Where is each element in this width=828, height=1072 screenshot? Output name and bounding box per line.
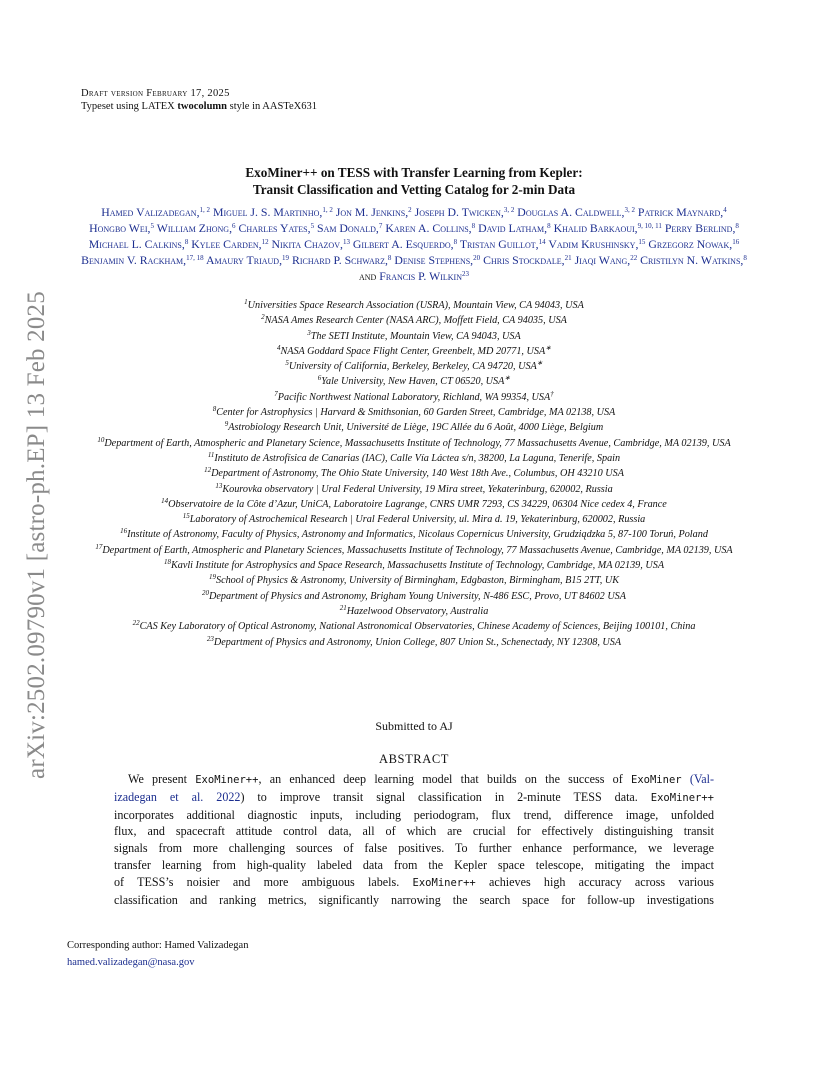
affiliation-text: NASA Ames Research Center (NASA ARC), Moffett Field, CA 94035, USA [264,315,567,327]
title-line-1: ExoMiner++ on TESS with Transfer Learning from Kepler: [245,165,583,180]
author-affiliation-marker: 1, 2 [322,206,333,214]
affiliation-item [62,527,766,542]
model-name: ExoMiner++ [195,774,259,786]
affiliation-number: 21 [339,603,347,612]
affiliation-number: 9 [224,420,229,429]
affiliation-item [62,451,766,466]
affiliation-item [62,329,766,344]
corresponding-author: Corresponding author: Hamed Valizadegan [67,940,249,951]
draft-version: Draft version February 17, 2025 [81,88,230,99]
author-affiliation-marker: 2 [408,206,412,214]
affiliation-item [62,558,766,573]
affiliation-footnote-mark[interactable]: † [550,389,554,398]
affiliation-number: 23 [206,634,214,643]
author-name-text: Hongbo Wei, [89,221,151,235]
author-name[interactable] [483,253,572,267]
abstract-text: achieves high accuracy across various [489,874,714,889]
typeset-bold: twocolumn [177,101,227,112]
typeset-line [81,100,317,113]
affiliation-number: 11 [207,450,215,459]
author-name[interactable] [191,237,268,251]
affiliation-text: School of Physics & Astronomy, University of Birmingham, Edgbaston, Birmingham, B15 2TT, UK [215,575,620,587]
author-affiliation-marker: 8 [547,222,551,230]
affiliation-number: 15 [182,512,190,521]
author-name-text: Gilbert A. Esquerdo, [352,237,454,251]
author-name-text: Nikita Chazov, [271,237,343,251]
affiliation-item [62,635,766,650]
affiliation-footnote-mark[interactable]: ∗ [545,343,552,352]
author-name[interactable] [575,253,638,267]
author-name[interactable] [238,221,314,235]
affiliation-item [62,359,766,374]
author-affiliation-marker: 14 [538,238,546,246]
author-affiliation-marker: 23 [462,270,469,278]
author-name[interactable] [81,253,204,267]
affiliation-number: 18 [163,558,171,567]
author-affiliation-marker: 3, 2 [503,206,515,214]
affiliation-item [62,344,766,359]
typeset-suffix: style in AASTeX631 [229,101,317,112]
affiliation-text: Yale University, New Haven, CT 06520, USA [321,376,505,388]
author-affiliation-marker: 8 [735,222,739,230]
affiliation-text: NASA Goddard Space Flight Center, Greenbelt, MD 20771, USA [280,345,546,357]
author-affiliation-marker: 6 [232,222,236,230]
abstract-text: of TESS’s noisier and more ambiguous labels. [114,874,400,889]
author-name-text: Benjamin V. Rackham, [81,253,187,267]
abstract-text: We present [128,772,187,786]
author-affiliation-marker: 1, 2 [199,206,211,214]
author-name-text: Tristan Guillot, [459,237,539,251]
affiliation-text: Pacific Northwest National Laboratory, Richland, WA 99354, USA [277,391,551,403]
author-name-text: Patrick Maynard, [637,205,724,219]
abstract-line: flux, and spacecraft attitude control data, all of which are crucial for effectively distinguishing transit [114,824,714,839]
author-name[interactable] [379,269,469,283]
affiliation-item [62,589,766,604]
affiliation-list [62,298,766,650]
author-name[interactable] [157,221,236,235]
affiliation-text: Instituto de Astrofísica de Canarias (IAC), Calle Vía Láctea s/n, 38200, La Laguna, Tenerife, Spain [214,452,621,464]
author-name[interactable] [89,237,189,251]
author-name[interactable] [548,237,645,251]
author-name-text: Grzegorz Nowak, [648,237,733,251]
author-email-link[interactable]: hamed.valizadegan@nasa.gov [67,957,195,968]
author-conjunction: and [359,269,377,283]
affiliation-footnote-mark[interactable]: ∗ [536,359,543,368]
author-name[interactable] [385,221,475,235]
affiliation-text: Department of Physics and Astronomy, Brigham Young University, N-486 ESC, Provo, UT 84602 USA [208,590,627,602]
affiliation-item [62,405,766,420]
author-affiliation-marker: 22 [630,254,638,262]
abstract-line [114,874,714,892]
affiliation-number: 3 [307,328,311,337]
affiliation-number: 7 [274,389,278,398]
author-affiliation-marker: 16 [732,238,740,246]
abstract-line: incorporates additional diagnostic inputs, including periodogram, flux trend, difference image, unfolded [114,807,714,822]
author-affiliation-marker: 3, 2 [624,206,635,214]
author-affiliation-marker: 8 [471,222,476,230]
affiliation-number: 6 [317,374,322,383]
author-affiliation-marker: 13 [342,238,350,246]
draft-header [81,87,317,113]
author-name[interactable] [292,253,391,267]
author-name-text: Amaury Triaud, [205,253,283,267]
affiliation-number: 16 [120,527,128,536]
author-name[interactable] [353,237,457,251]
affiliation-number: 17 [95,542,103,551]
author-name-text: Francis P. Wilkin [379,269,462,283]
affiliation-text: Kourovka observatory | Ural Federal University, 19 Mira street, Yekaterinburg, 620002, Russia [222,483,613,495]
author-name-text: Vadim Krushinsky, [548,237,639,251]
affiliation-number: 12 [204,466,212,475]
abstract-body [114,771,714,908]
author-affiliation-marker: 8 [743,254,747,262]
author-affiliation-marker: 7 [378,222,383,230]
affiliation-text: Laboratory of Astrochemical Research | Ural Federal University, ul. Mira d. 19, Yekaterinburg, 620002, Russia [189,514,646,526]
author-affiliation-marker: 19 [282,254,290,262]
author-name-text: Denise Stephens, [394,253,474,267]
affiliation-item [62,420,766,435]
affiliation-number: 22 [132,619,140,628]
author-name-text: Michael L. Calkins, [88,237,185,251]
abstract-text: ) to improve transit signal classification in 2-minute TESS data. [240,789,638,804]
author-affiliation-marker: 4 [723,206,727,214]
abstract-line: signals from more challenging sources of false positives. To further enhance performance, we leverage [114,841,714,856]
corresponding-author-footnote [67,937,248,971]
affiliation-text: Department of Earth, Atmospheric and Planetary Sciences, Massachusetts Institute of Technology, 77 Massachusetts Avenue, Cambridge, MA 02139, USA [102,544,733,556]
abstract-line [114,789,714,807]
author-affiliation-marker: 5 [310,222,315,230]
author-name[interactable] [517,205,635,219]
affiliation-text: Kavli Institute for Astrophysics and Space Research, Massachusetts Institute of Technology, Cambridge, MA 02139, USA [170,560,665,572]
affiliation-text: Department of Earth, Atmospheric and Planetary Science, Massachusetts Institute of Technology, 77 Massachusetts Avenue, Cambridge, MA 02139, USA [104,437,731,449]
model-name: ExoMiner [631,774,682,786]
author-name-text: Richard P. Schwarz, [291,253,388,267]
author-affiliation-marker: 12 [261,238,269,246]
affiliation-item [62,497,766,512]
author-name[interactable] [665,221,739,235]
submitted-to: Submitted to AJ [375,719,453,733]
author-name-text: William Zhong, [156,221,233,235]
affiliation-text: The SETI Institute, Mountain View, CA 94043, USA [310,330,521,342]
affiliation-item [62,543,766,558]
author-name[interactable] [336,205,412,219]
affiliation-item [62,573,766,588]
author-affiliation-marker: 21 [564,254,572,262]
affiliation-number: 14 [161,496,169,505]
model-name: ExoMiner++ [412,876,476,889]
abstract-line [114,771,714,789]
author-name-text: David Latham, [478,221,548,235]
author-name[interactable] [394,253,480,267]
affiliation-text: Center for Astrophysics | Harvard & Smithsonian, 60 Garden Street, Cambridge, MA 02138, USA [216,407,616,419]
affiliation-number: 4 [276,343,281,352]
author-name-text: Chris Stockdale, [483,253,565,267]
author-name-text: Joseph D. Twicken, [414,205,504,219]
affiliation-item [62,298,766,313]
affiliation-number: 10 [97,435,105,444]
abstract-line: classification and ranking metrics, significantly narrowing the search space for follow-up investigations [114,892,714,907]
author-name-text: Kylee Carden, [191,237,262,251]
author-name-text: Perry Berlind, [664,221,736,235]
author-affiliation-marker: 9, 10, 11 [637,222,662,230]
latex-logo: ATEX [147,101,175,112]
affiliation-number: 20 [201,588,209,597]
author-name-text: Cristilyn N. Watkins, [640,253,744,267]
author-name-text: Karen A. Collins, [385,221,472,235]
affiliation-number: 8 [212,405,217,414]
author-affiliation-marker: 8 [387,254,392,262]
affiliation-text: Department of Astronomy, The Ohio State University, 140 West 18th Ave., Columbus, OH 43210 USA [211,468,624,480]
author-name-text: Miguel J. S. Martinho, [213,205,323,219]
citation-link[interactable]: izadegan et al. 2022 [114,789,241,804]
author-name-text: Douglas A. Caldwell, [517,205,625,219]
affiliation-text: Institute of Astronomy, Faculty of Physics, Astronomy and Informatics, Nicolaus Copernicus University, Grudziądzka 5, 87-100 Toruń, Poland [127,529,708,541]
affiliation-item [62,619,766,634]
author-name-text: Hamed Valizadegan, [101,205,200,219]
author-name[interactable] [648,237,739,251]
author-name-text: Khalid Barkaoui, [553,221,638,235]
model-name: ExoMiner++ [650,791,714,804]
affiliation-item [62,604,766,619]
affiliation-text: Observatoire de la Côte d’Azur, UniCA, Laboratoire Lagrange, CNRS UMR 7293, CS 34229, 06304 Nice cedex 4, France [168,498,667,510]
abstract-line: transfer learning from high-quality labeled data from the Kepler space telescope, mitigating the impact [114,857,714,872]
author-name[interactable] [478,221,551,235]
author-name[interactable] [213,205,333,219]
affiliation-item [62,390,766,405]
affiliation-item [62,374,766,389]
author-name[interactable] [415,205,515,219]
author-list [80,204,748,284]
author-name-text: Jon M. Jenkins, [335,205,409,219]
author-name[interactable] [206,253,289,267]
author-name-text: Jiaqi Wang, [574,253,631,267]
affiliation-number: 13 [215,481,223,490]
affiliation-item [62,482,766,497]
author-affiliation-marker: 20 [473,254,481,262]
affiliation-footnote-mark[interactable]: ∗ [504,374,511,383]
author-name[interactable] [554,221,662,235]
paper-title [150,164,678,198]
author-name[interactable] [317,221,382,235]
author-affiliation-marker: 15 [638,238,646,246]
author-name[interactable] [101,205,210,219]
affiliation-number: 2 [261,313,265,322]
affiliation-text: Department of Physics and Astronomy, Union College, 807 Union St., Schenectady, NY 12308, USA [213,636,622,648]
citation-link[interactable]: (Val- [689,772,715,786]
author-name[interactable] [638,205,727,219]
affiliation-text: Astrobiology Research Unit, Université de Liège, 19C Allée du 6 Août, 4000 Liège, Belgium [228,422,604,434]
author-affiliation-marker: 5 [150,222,154,230]
affiliation-text: CAS Key Laboratory of Optical Astronomy, National Astronomical Observatories, Chinese Academy of Sciences, Beijing 100101, China [139,621,696,633]
typeset-prefix: Typeset using L [81,101,148,112]
author-name[interactable] [640,253,747,267]
author-affiliation-marker: 8 [453,238,458,246]
affiliation-text: Universities Space Research Association (USRA), Mountain View, CA 94043, USA [247,300,584,311]
title-line-2: Transit Classification and Vetting Catalog for 2-min Data [252,182,576,197]
arxiv-identifier[interactable]: arXiv:2502.09790v1 [astro-ph.EP] 13 Feb 2025 [23,291,50,779]
affiliation-item [62,512,766,527]
affiliation-number: 5 [285,359,289,368]
affiliation-number: 19 [208,573,216,582]
affiliation-item [62,466,766,481]
affiliation-item [62,313,766,328]
author-name[interactable] [89,221,154,235]
author-name-text: Sam Donald, [317,221,379,235]
abstract-heading: ABSTRACT [378,752,450,766]
affiliation-text: Hazelwood Observatory, Australia [346,605,489,617]
affiliation-text: University of California, Berkeley, Berkeley, CA 94720, USA [288,361,537,373]
affiliation-item [62,436,766,451]
author-name-text: Charles Yates, [238,221,311,235]
author-affiliation-marker: 17, 18 [186,254,204,262]
author-name[interactable] [460,237,546,251]
abstract-text: , an enhanced deep learning model that builds on the success of [258,772,623,786]
author-affiliation-marker: 8 [184,238,189,246]
author-name[interactable] [272,237,350,251]
affiliation-number: 1 [244,298,248,306]
